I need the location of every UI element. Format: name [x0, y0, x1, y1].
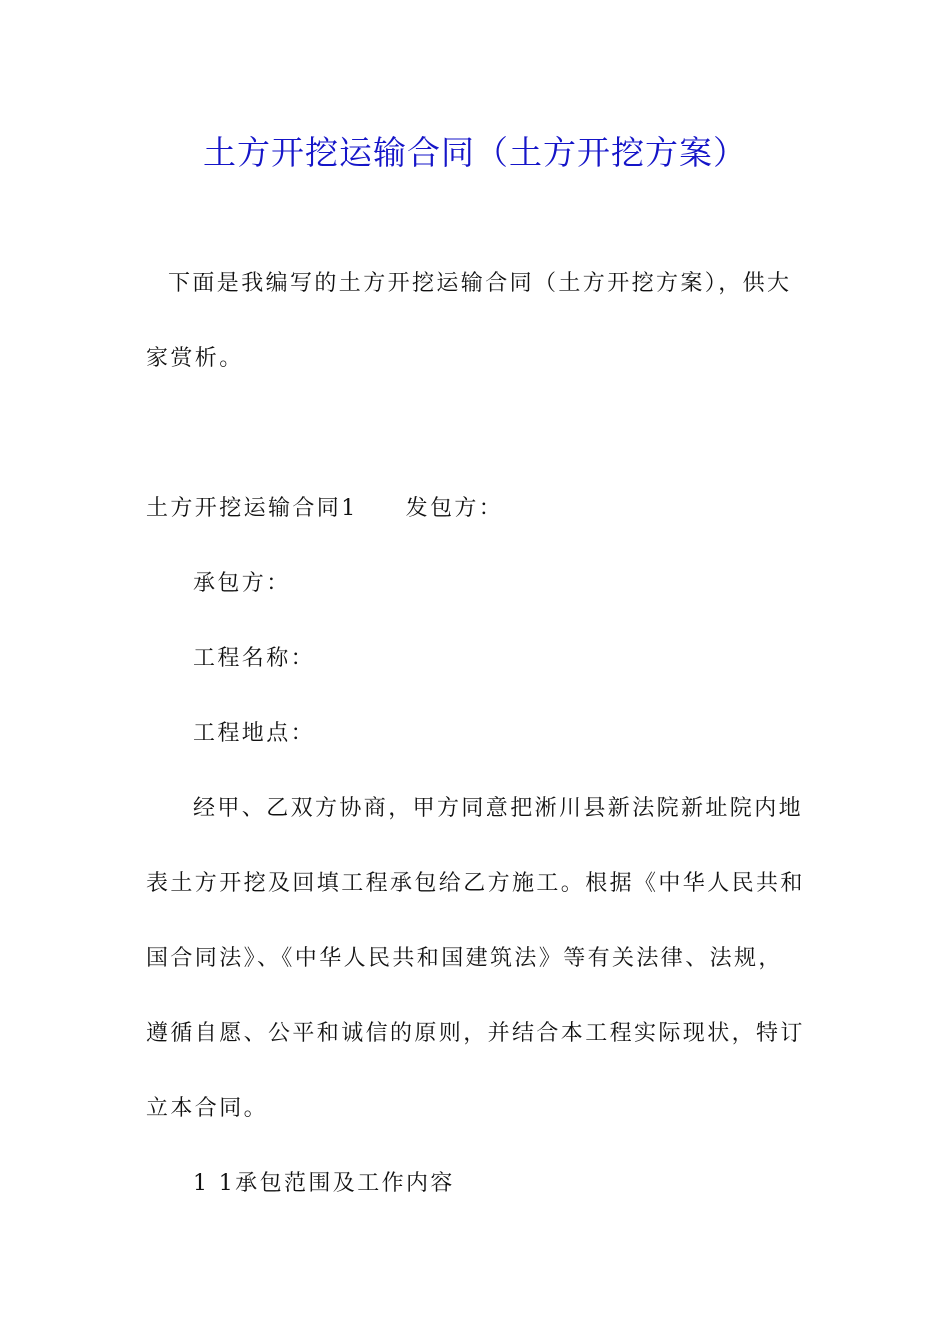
contract-heading: 土方开挖运输合同1	[146, 496, 358, 521]
body-line-2: 表土方开挖及回填工程承包给乙方施工。根据《中华人民共和	[146, 871, 805, 896]
body-line-1: 经甲、乙双方协商，甲方同意把淅川县新法院新址院内地	[193, 796, 804, 821]
employer-label: 发包方：	[405, 496, 504, 521]
section-1-heading: 1 1承包范围及工作内容	[193, 1171, 455, 1196]
contract-heading-row	[146, 491, 503, 527]
body-line-4: 遵循自愿、公平和诚信的原则，并结合本工程实际现状，特订	[146, 1021, 805, 1046]
intro-line-1: 下面是我编写的土方开挖运输合同（土方开挖方案），供大	[168, 271, 792, 296]
contractor-label: 承包方：	[193, 571, 291, 596]
intro-line-2: 家赏析。	[146, 346, 244, 371]
body-line-3: 国合同法》、《中华人民共和国建筑法》等有关法律、法规，	[146, 946, 783, 971]
project-location-label: 工程地点：	[193, 721, 316, 746]
project-name-label: 工程名称：	[193, 646, 316, 671]
document-title: 土方开挖运输合同（土方开挖方案）	[203, 133, 747, 172]
body-line-5: 立本合同。	[146, 1096, 269, 1121]
